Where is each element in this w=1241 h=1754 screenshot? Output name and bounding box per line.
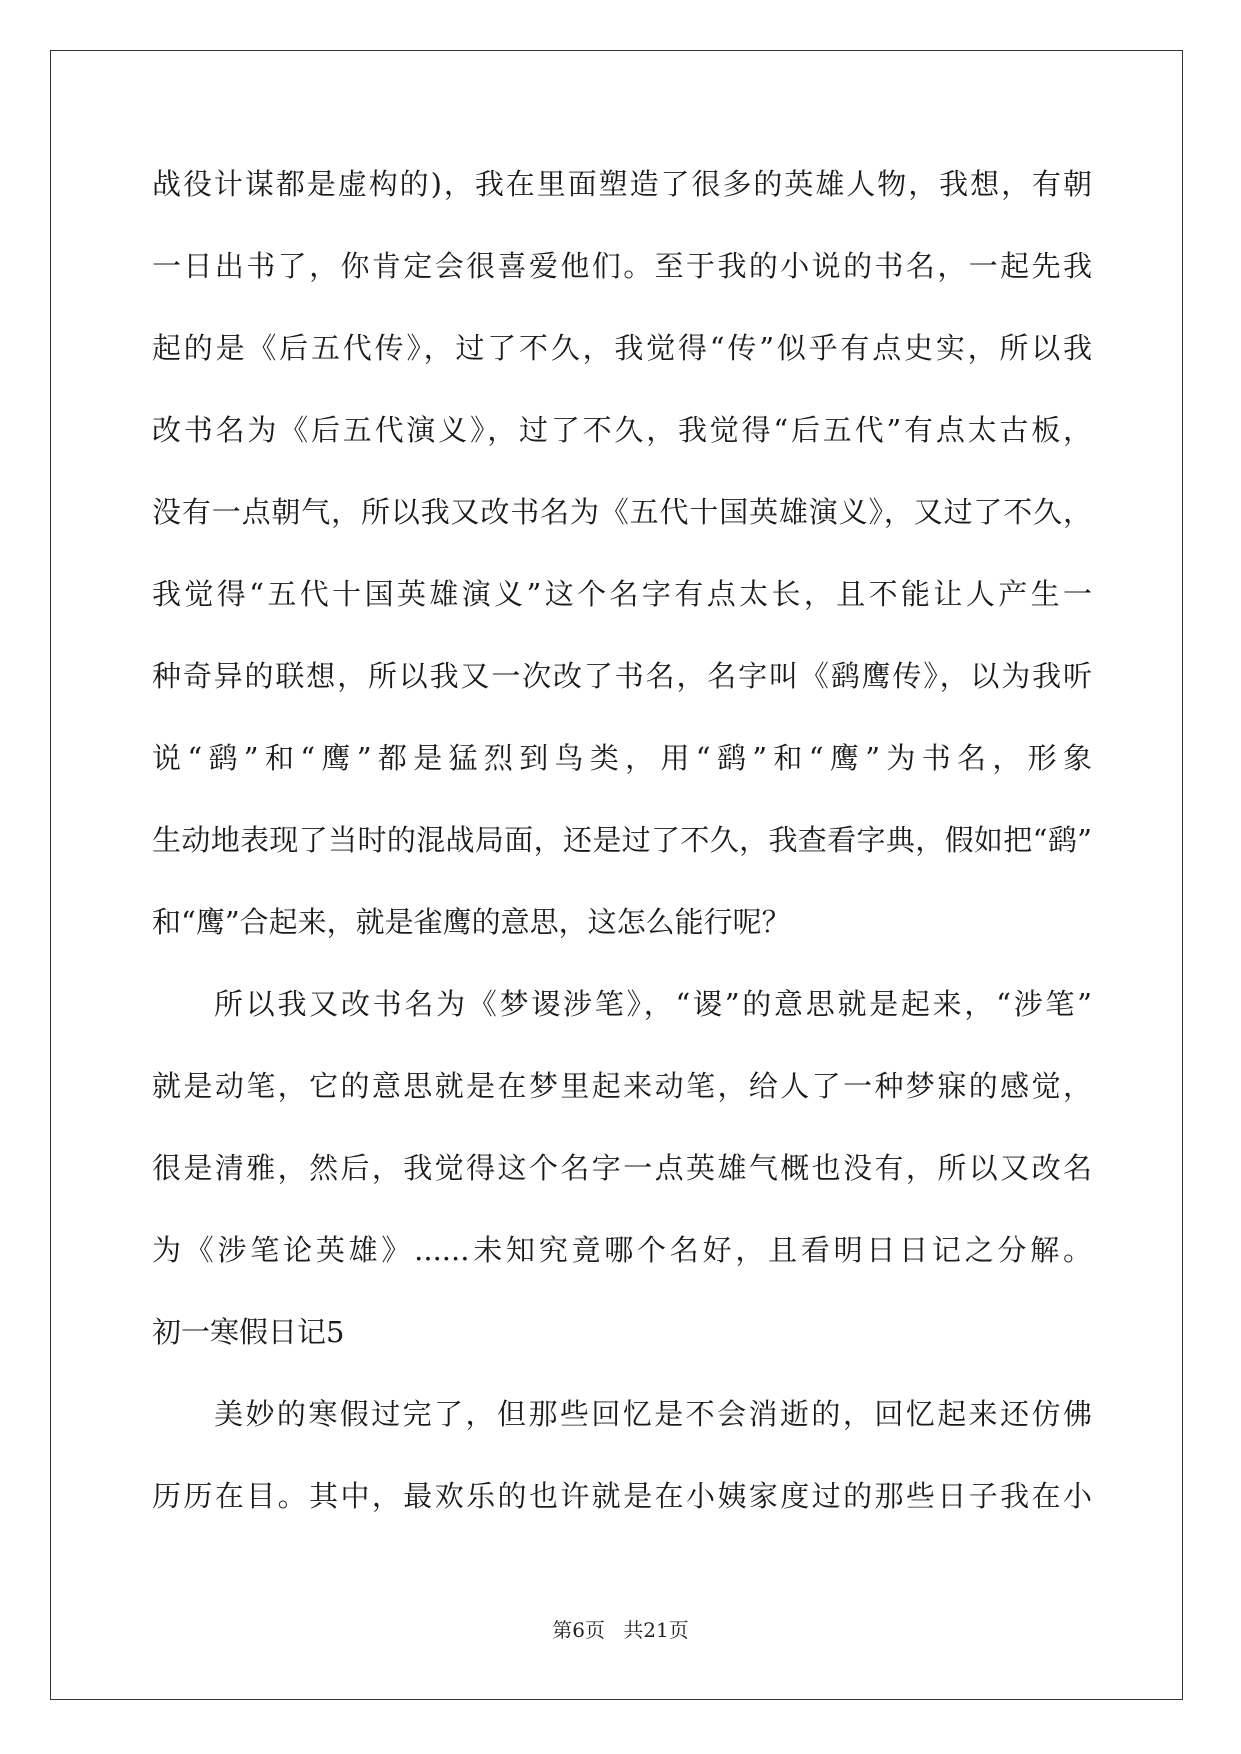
text-line-3: 起的是《后五代传》，过了不久，我觉得“传”似乎有点史实，所以我 [152, 331, 1092, 365]
text-line-10: 和“鹰”合起来，就是雀鹰的意思，这怎么能行呢？ [152, 905, 791, 939]
text-line-17: 历历在目。其中，最欢乐的也许就是在小姨家度过的那些日子我在小 [152, 1479, 1092, 1513]
page-footer [0, 1614, 1241, 1643]
text-line-16: 美妙的寒假过完了，但那些回忆是不会消逝的，回忆起来还仿佛 [214, 1397, 1092, 1431]
text-line-13: 很是清雅，然后，我觉得这个名字一点英雄气概也没有，所以又改名 [152, 1151, 1092, 1185]
text-line-4: 改书名为《后五代演义》，过了不久，我觉得“后五代”有点太古板， [152, 413, 1092, 447]
text-line-7: 种奇异的联想，所以我又一次改了书名，名字叫《鹞鹰传》，以为我听 [152, 659, 1092, 693]
document-body [152, 160, 1092, 1554]
section-heading: 初一寒假日记5 [152, 1315, 345, 1349]
page-number: 第6页 [552, 1618, 605, 1642]
text-line-2: 一日出书了，你肯定会很喜爱他们。至于我的小说的书名，一起先我 [152, 249, 1092, 283]
text-line-6: 我觉得“五代十国英雄演义”这个名字有点太长，且不能让人产生一 [152, 577, 1092, 611]
text-line-5: 没有一点朝气，所以我又改书名为《五代十国英雄演义》，又过了不久， [152, 495, 1092, 529]
page-total: 共21页 [623, 1618, 689, 1642]
text-line-14: 为《涉笔论英雄》......未知究竟哪个名好，且看明日日记之分解。 [152, 1233, 1092, 1267]
text-line-9: 生动地表现了当时的混战局面，还是过了不久，我查看字典，假如把“鹞” [152, 823, 1092, 857]
text-line-8: 说“鹞”和“鹰”都是猛烈到鸟类，用“鹞”和“鹰”为书名，形象 [152, 741, 1092, 775]
text-line-11: 所以我又改书名为《梦谡涉笔》，“谡”的意思就是起来，“涉笔” [214, 987, 1092, 1021]
text-line-1: 战役计谋都是虚构的)，我在里面塑造了很多的英雄人物，我想，有朝 [152, 167, 1092, 201]
text-line-12: 就是动笔，它的意思就是在梦里起来动笔，给人了一种梦寐的感觉， [152, 1069, 1092, 1103]
